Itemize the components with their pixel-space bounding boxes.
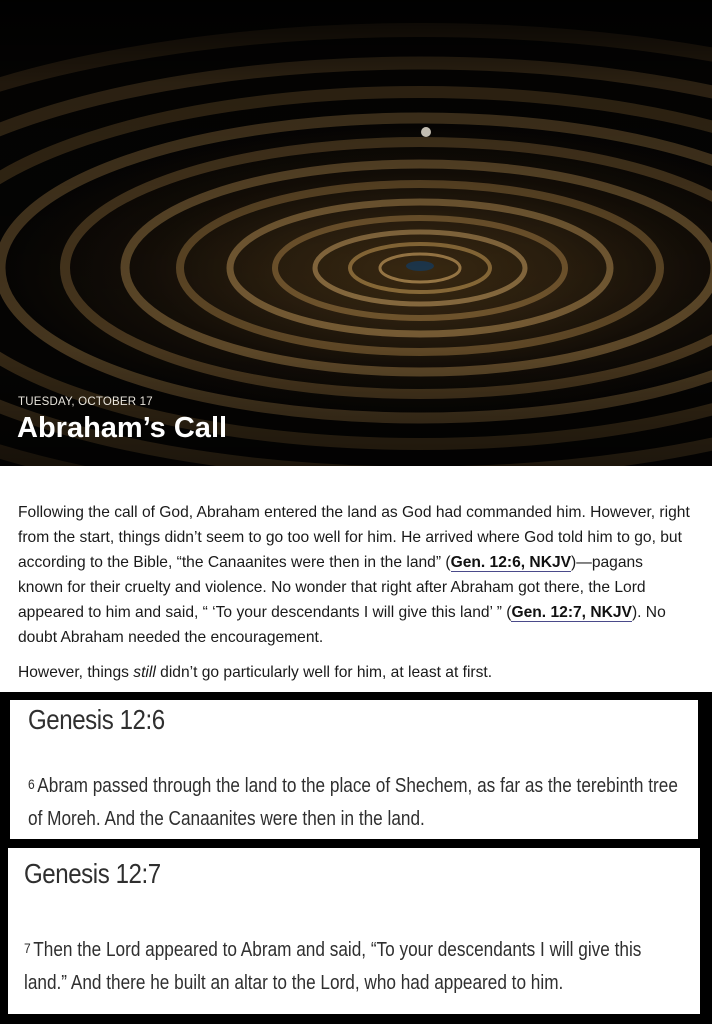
emphasis-text: still (133, 664, 156, 681)
verse-number: 6 (28, 776, 35, 792)
paragraph-text: However, things (18, 664, 134, 681)
hero-image (0, 0, 712, 466)
paragraph-text: didn’t go particularly well for him, at least at first. (155, 664, 493, 681)
verse-card-title: Genesis 12:7 (24, 858, 161, 889)
paragraph (18, 660, 690, 685)
verse-card-text (24, 934, 678, 1000)
post-title: Abraham’s Call (17, 412, 228, 444)
verse-text: Then the Lord appeared to Abram and said, “To your descendants I will give this land.” And there he built an altar to the Lord, who had appeared to him. (24, 939, 642, 994)
paragraph-text: ). No doubt Abraham needed the encouragement. (18, 604, 666, 646)
verse-card-gen-12-7 (8, 848, 700, 1014)
verse-card-text (28, 770, 682, 836)
scripture-link-gen-12-7[interactable]: Gen. 12:7, NKJV (511, 604, 632, 621)
post-date: TUESDAY, OCTOBER 17 (18, 396, 153, 408)
verse-card-title: Genesis 12:6 (28, 704, 165, 735)
paragraph (18, 500, 690, 650)
paragraph-text: Following the call of God, Abraham entered the land as God had commanded him. However, right from the start, things didn’t seem to go too well for him. He arrived where God told him to go, but according to the Bible, “the Canaanites were then in the land” ( (18, 504, 690, 571)
article-body (0, 466, 712, 692)
paragraph-text: )—pagans known for their cruelty and violence. No wonder that right after Abraham got there, the Lord appeared to him and said, “ ‘To your descendants I will give this land’ ” ( (18, 554, 646, 621)
verse-number: 7 (24, 940, 31, 956)
scripture-link-gen-12-6[interactable]: Gen. 12:6, NKJV (450, 554, 572, 571)
verse-text: Abram passed through the land to the place of Shechem, as far as the terebinth tree of Moreh. And the Canaanites were then in the land. (28, 775, 678, 830)
verse-card-gen-12-6 (10, 700, 698, 839)
